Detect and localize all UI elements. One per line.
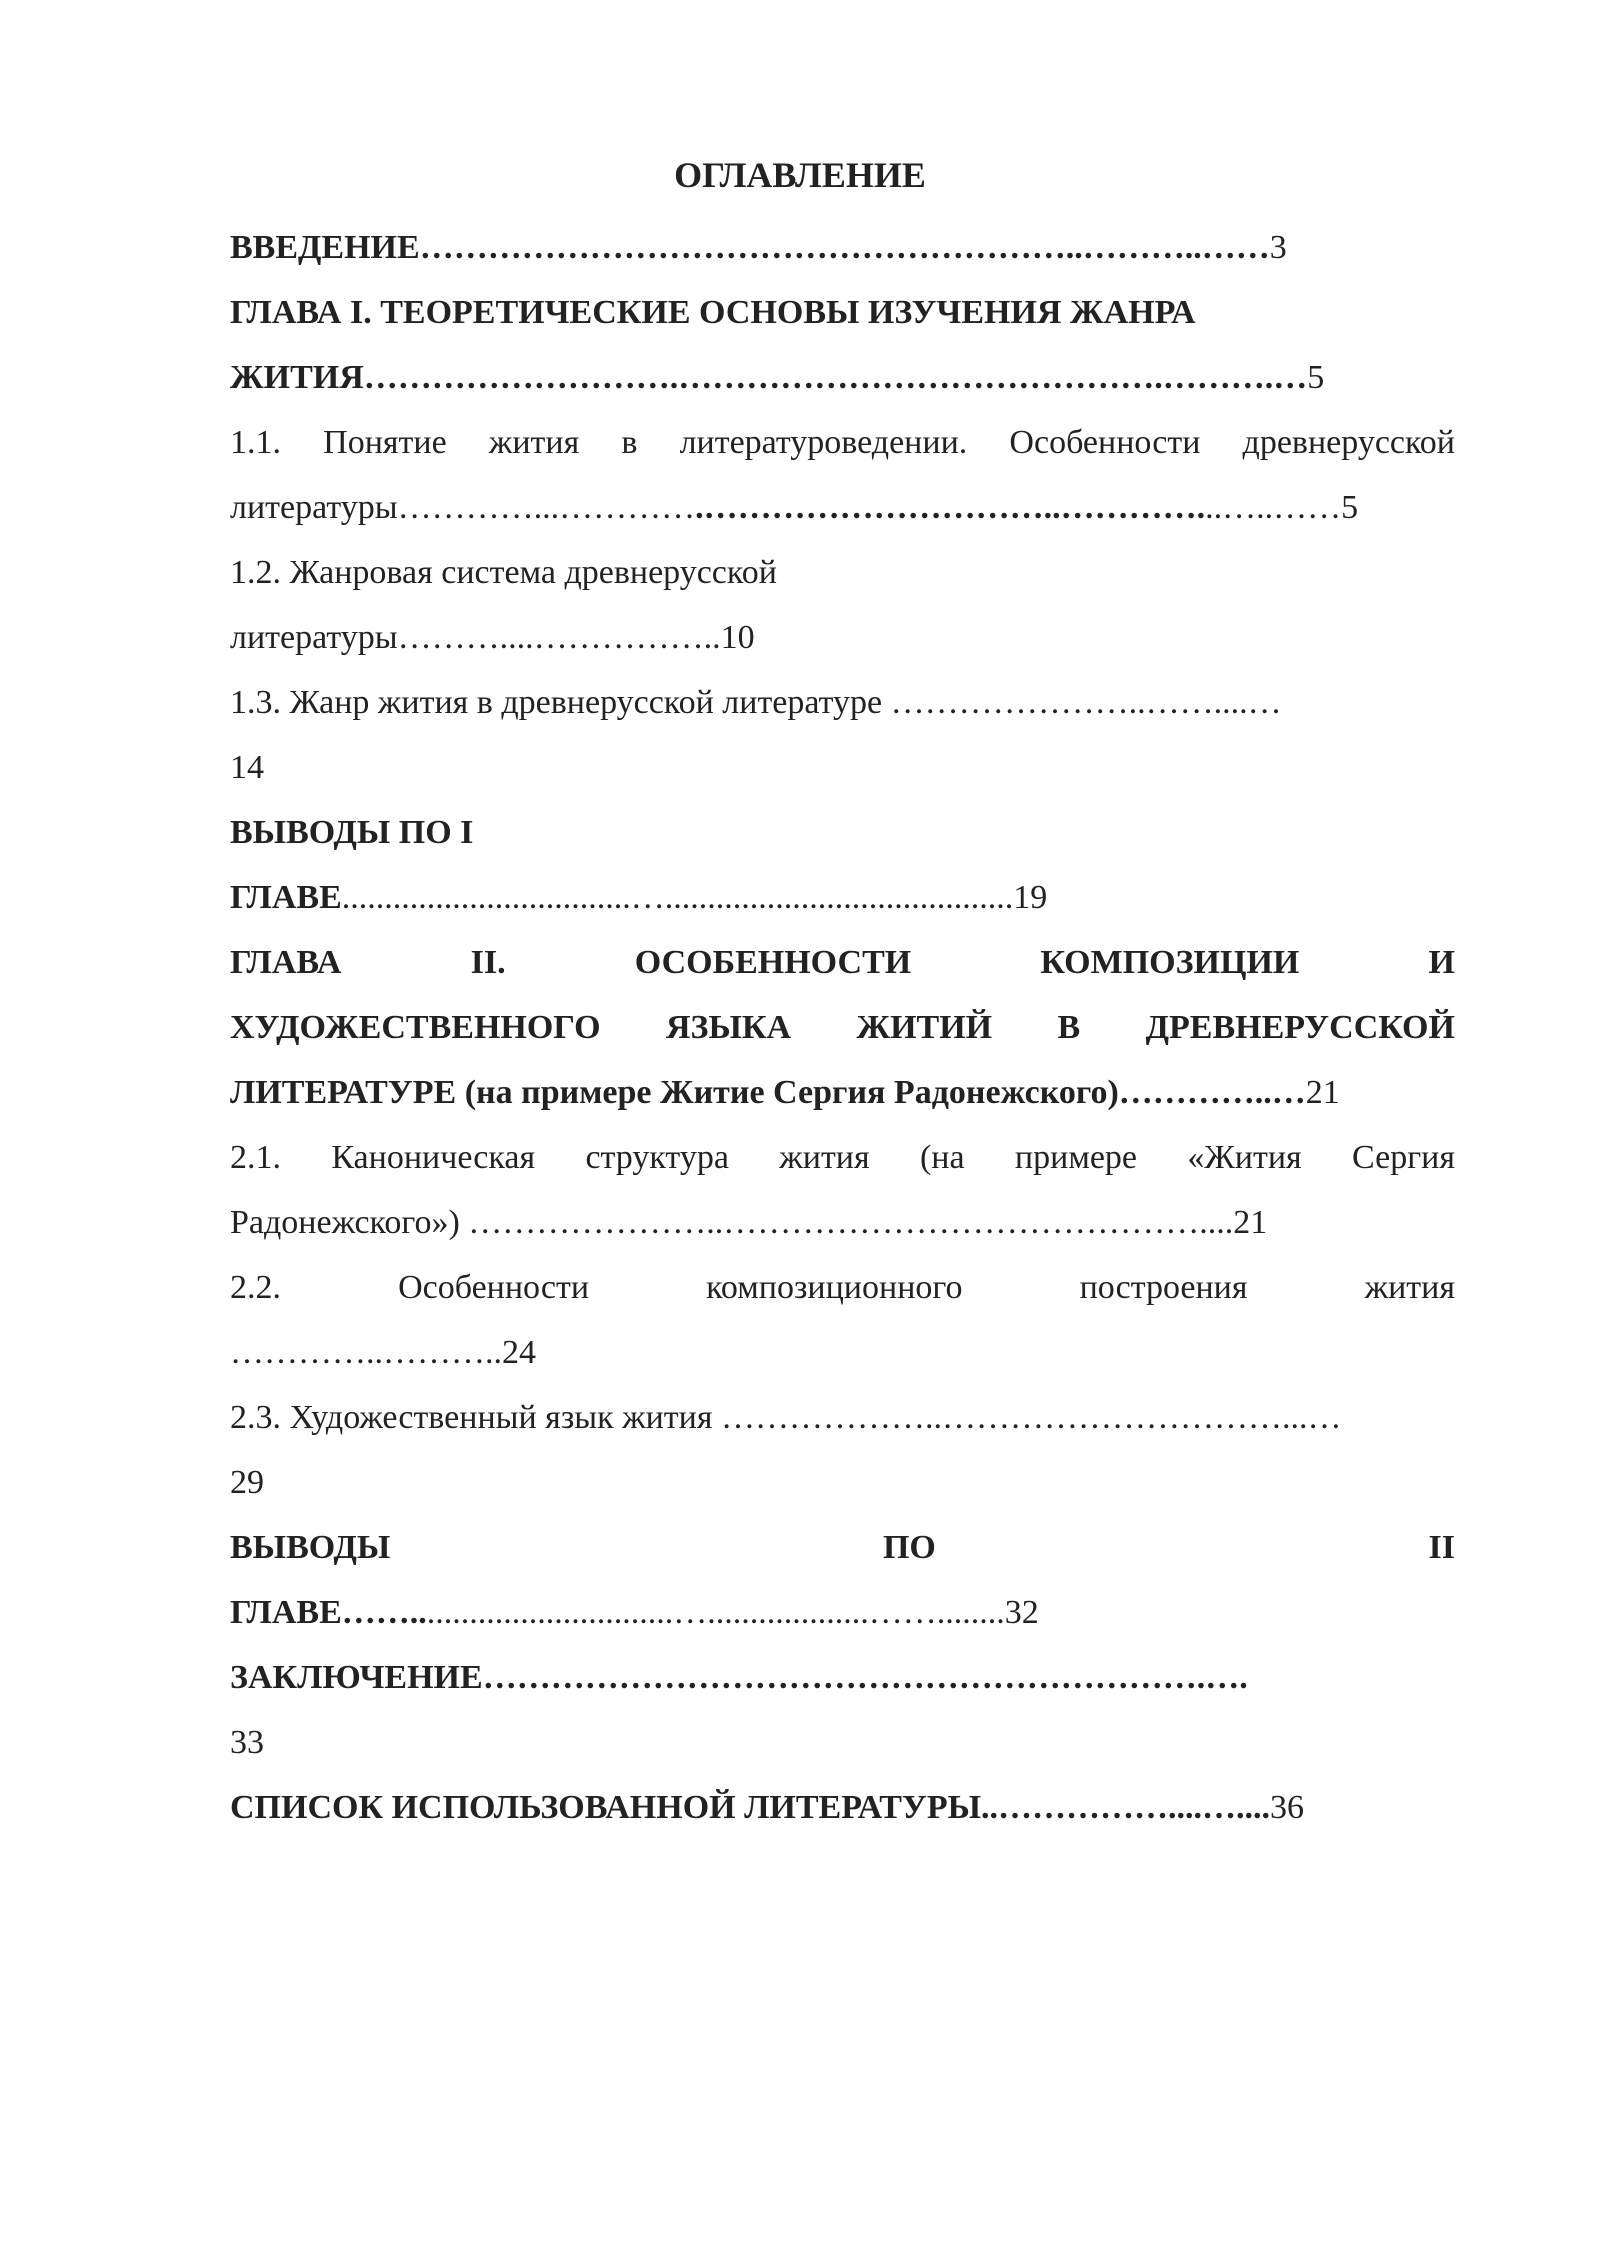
entry-word: И [1428, 944, 1455, 981]
entry-word: 1.1. [230, 424, 281, 461]
entry-label: ГЛАВЕ [230, 879, 342, 916]
page-number: 10 [720, 619, 755, 656]
toc-entry-introduction[interactable] [230, 215, 1455, 280]
toc-entry-section-2-1-line[interactable] [230, 1125, 1455, 1190]
entry-word: КОМПОЗИЦИИ [1040, 944, 1300, 981]
entry-label: ЛИТЕРАТУРЕ (на примере Житие Сергия Радонежского) [230, 1074, 1119, 1111]
entry-word: ОСОБЕННОСТИ [634, 944, 912, 981]
toc-entry-conclusion-1[interactable] [230, 865, 1455, 930]
entry-label: Радонежского») [230, 1204, 469, 1241]
entry-label: 2.3. Художественный язык жития [230, 1399, 721, 1436]
entry-word: примере [1014, 1139, 1138, 1176]
toc-entry-chapter-2-line-1[interactable] [230, 930, 1455, 995]
table-of-contents [230, 215, 1455, 1840]
entry-word: жития [1364, 1269, 1455, 1306]
page-number: 14 [230, 749, 264, 786]
entry-label: литературы [230, 489, 398, 526]
leader-dots: …….. [341, 1594, 427, 1631]
page-number: 32 [1004, 1594, 1039, 1631]
entry-label: ЗАКЛЮЧЕНИЕ [230, 1659, 483, 1696]
leader-dots: .…………………………..…………. [695, 489, 1206, 526]
entry-word: 2.1. [230, 1139, 281, 1176]
toc-entry-section-2-2-line[interactable] [230, 1255, 1455, 1320]
entry-word: композиционного [706, 1269, 963, 1306]
toc-entry-section-1-2-line[interactable]: 1.2. Жанровая система древнерусской [230, 554, 777, 591]
leader-dots: …………..……….. [230, 1334, 502, 1371]
toc-entry-references[interactable] [230, 1775, 1455, 1840]
entry-word: II [1428, 1529, 1455, 1566]
page-number: 29 [230, 1464, 264, 1501]
toc-entry-conclusion-1-line[interactable]: ВЫВОДЫ ПО I [230, 814, 474, 851]
toc-entry-chapter-2-line-2[interactable] [230, 995, 1455, 1060]
entry-word: Особенности [398, 1269, 590, 1306]
page-number: 21 [1233, 1204, 1268, 1241]
entry-word: ЖИТИЙ [856, 1009, 993, 1046]
toc-entry-chapter-1[interactable] [230, 345, 1455, 410]
entry-word: ХУДОЖЕСТВЕННОГО [230, 1009, 601, 1046]
toc-entry-conclusion-2-line[interactable] [230, 1515, 1455, 1580]
leader-dots: …………...………… [397, 489, 696, 526]
page-number: 36 [1270, 1789, 1304, 1826]
entry-word: Особенности [1009, 424, 1201, 461]
toc-entry-conclusion-2[interactable] [230, 1580, 1455, 1645]
leader-dots: …………..… [1118, 1074, 1306, 1111]
entry-label: ГЛАВЕ [230, 1594, 342, 1631]
entry-word: литературоведении. [679, 424, 968, 461]
leader-dots: ..……………....….... [981, 1789, 1270, 1826]
toc-entry-section-1-2[interactable] [230, 605, 1455, 670]
leader-dots: ..................................…......................................... [341, 879, 1014, 916]
entry-word: Понятие [323, 424, 447, 461]
entry-word: в [621, 424, 638, 461]
page-number: 19 [1013, 879, 1048, 916]
toc-entry-section-1-1[interactable] [230, 475, 1455, 540]
leader-dots: …………………..…………………………………….... [468, 1204, 1234, 1241]
entry-word: ЯЗЫКА [665, 1009, 792, 1046]
toc-entry-section-2-1[interactable] [230, 1190, 1455, 1255]
entry-word: древнерусской [1242, 424, 1455, 461]
entry-label: ВВЕДЕНИЕ [230, 229, 420, 266]
leader-dots: ………....…………….. [397, 619, 721, 656]
entry-word: Каноническая [331, 1139, 536, 1176]
page-number: 5 [1341, 489, 1359, 526]
entry-word: II. [470, 944, 506, 981]
entry-word: ДРЕВНЕРУССКОЙ [1145, 1009, 1455, 1046]
toc-entry-section-1-1-line[interactable] [230, 410, 1455, 475]
leader-dots: .............................…...................……........ [426, 1594, 1005, 1631]
leader-dots: ………………..…………………………...… [721, 1399, 1342, 1436]
entry-word: В [1057, 1009, 1081, 1046]
toc-entry-section-1-3-line[interactable]: 1.3. Жанр жития в древнерусской литературе …………………..……....… [230, 684, 1282, 721]
entry-word: Сергия [1352, 1139, 1455, 1176]
leader-dots: ……………………….…………………………………….……….… [363, 359, 1308, 396]
page-number: 3 [1269, 229, 1287, 266]
entry-word: построения [1079, 1269, 1248, 1306]
page-number: 21 [1305, 1074, 1340, 1111]
entry-label: ЖИТИЯ [230, 359, 364, 396]
entry-label: литературы [230, 619, 398, 656]
toc-entry-final-conclusion-line[interactable] [230, 1645, 1455, 1710]
toc-entry-section-2-2[interactable] [230, 1320, 1455, 1385]
entry-word: ГЛАВА [230, 944, 342, 981]
page-title: ОГЛАВЛЕНИЕ [674, 155, 926, 195]
leader-dots: …………………………………………………..………..…… [419, 229, 1270, 266]
toc-entry-chapter-1-line[interactable]: ГЛАВА I. ТЕОРЕТИЧЕСКИЕ ОСНОВЫ ИЗУЧЕНИЯ ЖАНРА [230, 294, 1196, 331]
entry-word: ВЫВОДЫ [230, 1529, 391, 1566]
entry-label: СПИСОК ИСПОЛЬЗОВАННОЙ ЛИТЕРАТУРЫ [230, 1789, 981, 1826]
entry-word: ПО [882, 1529, 936, 1566]
entry-word: (на [919, 1139, 965, 1176]
entry-word: жития [779, 1139, 870, 1176]
leader-dots: ……………………………………………………….…. [482, 1659, 1248, 1696]
page-number: 5 [1307, 359, 1325, 396]
entry-word: жития [488, 424, 580, 461]
leader-dots: ..…..…… [1205, 489, 1342, 526]
entry-word: «Жития [1187, 1139, 1302, 1176]
page-number: 24 [502, 1334, 536, 1371]
entry-word: структура [585, 1139, 729, 1176]
toc-entry-chapter-2[interactable] [230, 1060, 1455, 1125]
page-number: 33 [230, 1724, 264, 1761]
toc-entry-section-2-3-line[interactable] [230, 1385, 1455, 1450]
entry-word: 2.2. [230, 1269, 281, 1306]
